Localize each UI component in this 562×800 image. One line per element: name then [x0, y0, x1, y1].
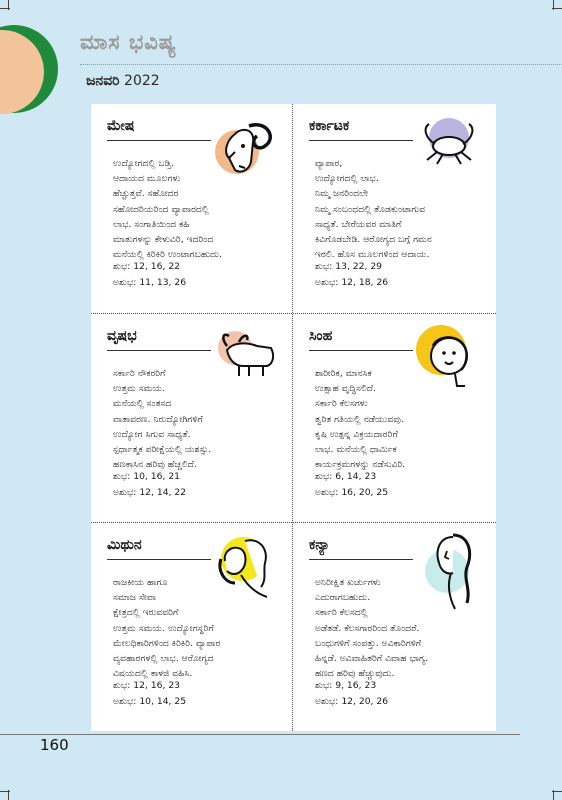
lucky-dates	[315, 471, 376, 482]
unlucky-values: 11, 13, 26	[139, 277, 187, 288]
unlucky-values: 12, 14, 22	[139, 487, 187, 498]
sign-name: ಮೇಷ	[107, 118, 135, 134]
sign-name-underline	[309, 350, 413, 351]
sign-description: ಶಾರೀರಿಕ, ಮಾನಸಿಕ ಉತ್ಸಾಹ ವೃದ್ಧಿಸಲಿದೆ. ಸರ್ಕಾರಿ ಕೆಲಸಗಳು ತ್ವರಿತ ಗತಿಯಲ್ಲಿ ನಡೆಯುವವು. ಕೃಷಿ ಉತ್ಪನ್ನ ವಿಕ್ರಯದಾರರಿಗೆ ಲಾಭ. ಮನೆಯಲ್ಲಿ ಧಾರ್ಮಿಕ ಕಾರ್ಯಕ್ರಮಗಳನ್ನು ನಡೆಸುವಿರಿ.	[315, 368, 406, 471]
unlucky-label: ಅಶುಭ:	[113, 696, 137, 707]
page-number: 160	[40, 736, 69, 754]
lucky-dates	[113, 261, 180, 272]
lucky-label: ಶುಭ:	[113, 471, 131, 482]
lucky-dates	[113, 471, 180, 482]
sign-name: ಸಿಂಹ	[309, 328, 333, 344]
unlucky-values: 12, 18, 26	[341, 277, 389, 288]
sign-name: ಕರ್ಕಾಟಕ	[309, 118, 350, 134]
unlucky-dates	[315, 696, 388, 707]
unlucky-values: 12, 20, 26	[341, 696, 389, 707]
unlucky-label: ಅಶುಭ:	[315, 487, 339, 498]
unlucky-label: ಅಶುಭ:	[113, 487, 137, 498]
unlucky-values: 16, 20, 25	[341, 487, 389, 498]
unlucky-dates	[315, 277, 388, 288]
unlucky-label: ಅಶುಭ:	[315, 696, 339, 707]
year-label: 2022	[124, 73, 160, 89]
sign-description: ಸರ್ಕಾರಿ ನೌಕರರಿಗೆ ಉತ್ತಮ ಸಮಯ. ಮನೆಯಲ್ಲಿ ಸಂತಸದ ವಾತಾವರಣ. ನಿರುದ್ಯೋಗಿಗಳಿಗೆ ಉದ್ಯೋಗ ಸಿಗುವ ಸಾಧ್ಯತೆ. ಸ್ಪರ್ಧಾತ್ಮಕ ಪರೀಕ್ಷೆಯಲ್ಲಿ ಯಶಸ್ಸು. ಹಣಕಾಸಿನ ಹರಿವು ಹೆಚ್ಚಲಿದೆ.	[113, 368, 212, 471]
sign-description: ಅನಿರೀಕ್ಷಿತ ಖರ್ಚುಗಳು ಎದುರಾಗಬಹುದು. ಸರ್ಕಾರಿ ಕೆಲಸದಲ್ಲಿ ಅಡೆತಡೆ. ಕೆಲಸಗಾರರಿಂದ ತೊಂದರೆ. ಬಂಧುಗಳಿಗೆ ಸಂಪತ್ತು. ಅವಿಕಾರಿಗಳಿಗೆ ಹಿನ್ನಡೆ. ಅವಿವಾಹಿತರಿಗೆ ವಿವಾಹ ಭಾಗ್ಯ. ಹಣದ ಹರಿವು ಹೆಚ್ಚುವುದು.	[315, 577, 429, 680]
lucky-label: ಶುಭ:	[113, 680, 131, 691]
lucky-label: ಶುಭ:	[113, 261, 131, 272]
month-heading	[86, 73, 160, 89]
unlucky-dates	[315, 487, 388, 498]
sign-card-vrishabha	[91, 314, 292, 523]
unlucky-label: ಅಶುಭ:	[113, 277, 137, 288]
unlucky-dates	[113, 487, 186, 498]
crop-mark	[0, 791, 10, 792]
sign-name: ಕನ್ಯಾ	[309, 537, 330, 553]
lucky-label: ಶುಭ:	[315, 471, 333, 482]
lucky-dates	[315, 261, 382, 272]
footer-divider	[0, 734, 520, 735]
month-label: ಜನವರಿ	[86, 73, 120, 89]
section-title: ಮಾಸ ಭವಿಷ್ಯ	[80, 30, 177, 54]
crop-mark	[0, 8, 10, 9]
horoscope-panel	[91, 104, 496, 731]
sign-name-underline	[107, 140, 211, 141]
sign-name-underline	[309, 140, 413, 141]
sign-card-mesha	[91, 104, 292, 313]
sign-description: ವ್ಯಾಪಾರ, ಉದ್ಯೋಗದಲ್ಲಿ ಲಾಭ. ನಿಮ್ಮ ಜನರಿಂದಲೇ ನಿಮ್ಮ ಸಂಬಂಧದಲ್ಲಿ ತೊಡಕುಂಟಾಗುವ ಸಾಧ್ಯತೆ. ಬೇರೆಯವರ ಮಾತಿಗೆ ಕಿವಿಗೊಡಬೇಡಿ. ಆರೋಗ್ಯದ ಬಗ್ಗೆ ಗಮನ ಇರಲಿ. ಹೊಸ ಮೂಲಗಳಿಂದ ಆದಾಯ.	[315, 158, 432, 261]
lucky-values: 12, 16, 23	[133, 680, 181, 691]
header-divider	[80, 64, 562, 65]
sign-name: ಮಿಥುನ	[107, 537, 142, 553]
sign-name: ವೃಷಭ	[107, 328, 137, 344]
sign-card-karkataka	[293, 104, 494, 313]
sign-description: ರಾಜಕೀಯ ಹಾಗೂ ಸಮಾಜ ಸೇವಾ ಕ್ಷೇತ್ರದಲ್ಲಿ ಇರುವವರಿಗೆ ಉತ್ತಮ ಸಮಯ. ಉದ್ಯೋಗಸ್ಥರಿಗೆ ಮೇಲಧಿಕಾರಿಗಳಿಂದ ಕಿರಿಕಿರಿ. ವ್ಯಾಪಾರ ವ್ಯವಹಾರಗಳಲ್ಲಿ ಲಾಭ. ಆರೋಗ್ಯದ ವಿಷಯದಲ್ಲಿ ಕಾಳಜಿ ವಹಿಸಿ.	[113, 577, 221, 680]
crop-mark	[552, 8, 562, 9]
unlucky-dates	[113, 277, 186, 288]
sign-name-underline	[309, 559, 413, 560]
crop-mark	[552, 791, 562, 792]
sign-card-mithuna	[91, 523, 292, 732]
lucky-label: ಶುಭ:	[315, 680, 333, 691]
lucky-label: ಶುಭ:	[315, 261, 333, 272]
lucky-dates	[113, 680, 180, 691]
lucky-values: 13, 22, 29	[335, 261, 383, 272]
unlucky-dates	[113, 696, 186, 707]
sign-card-simha	[293, 314, 494, 523]
lucky-values: 9, 16, 23	[335, 680, 377, 691]
sign-card-kanya	[293, 523, 494, 732]
sign-name-underline	[107, 350, 211, 351]
sign-name-underline	[107, 559, 211, 560]
lucky-values: 10, 16, 21	[133, 471, 181, 482]
sign-description: ಉದ್ಯೋಗದಲ್ಲಿ ಬಡ್ತಿ. ಆದಾಯದ ಮೂಲಗಳು ಹೆಚ್ಚುತ್ತವೆ. ಸಹೋದರ ಸಹೋದರಿಯರಿಂದ ವ್ಯಾಪಾರದಲ್ಲಿ ಲಾಭ. ಸಂಗಾತಿಯಿಂದ ಕಹಿ ಮಾತುಗಳನ್ನು ಕೇಳುವಿರಿ, ಇದರಿಂದ ಮನೆಯಲ್ಲಿ ಕಿರಿಕಿರಿ ಉಂಟಾಗಬಹುದು.	[113, 158, 222, 261]
unlucky-values: 10, 14, 25	[139, 696, 187, 707]
lucky-dates	[315, 680, 376, 691]
lucky-values: 6, 14, 23	[335, 471, 377, 482]
unlucky-label: ಅಶುಭ:	[315, 277, 339, 288]
lucky-values: 12, 16, 22	[133, 261, 181, 272]
